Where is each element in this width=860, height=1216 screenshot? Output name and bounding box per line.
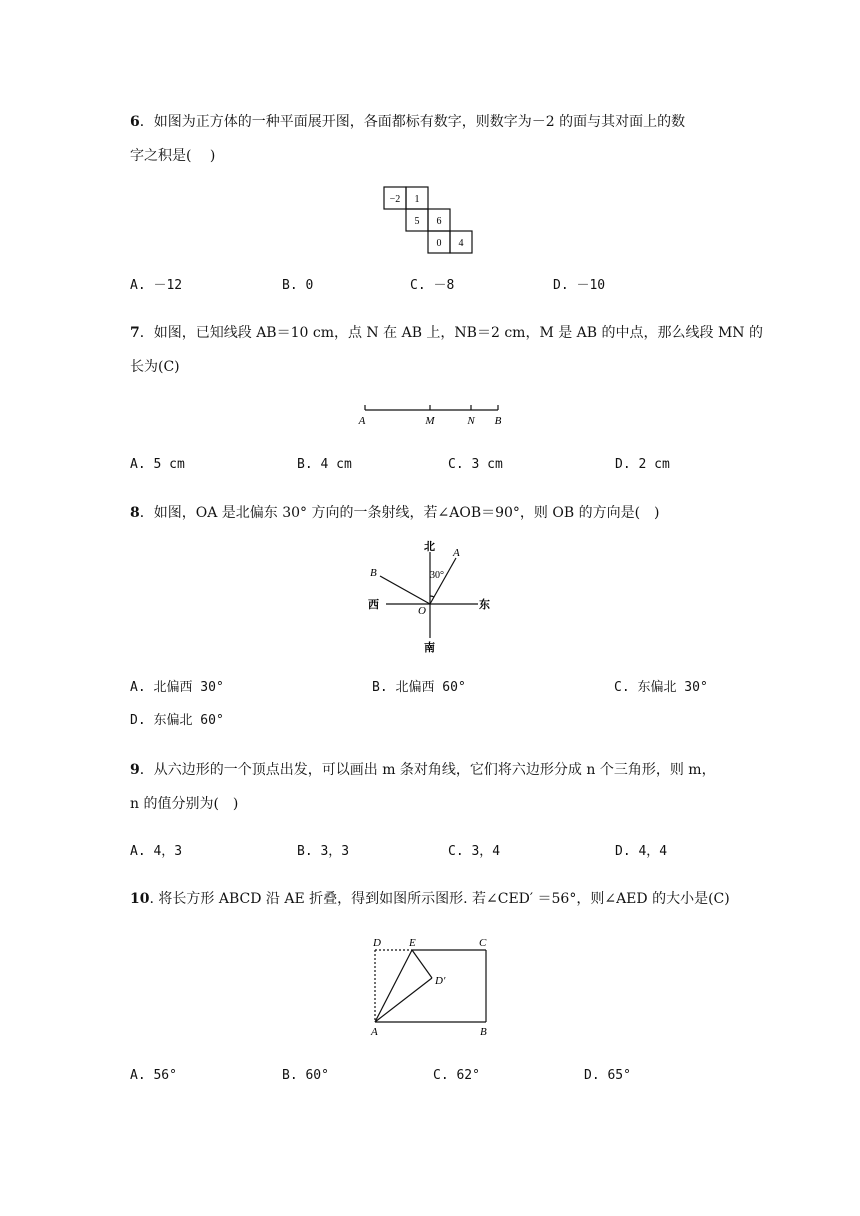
- point-b-label: B: [494, 415, 502, 427]
- q9-option-c[interactable]: C. 3，4: [448, 844, 501, 859]
- north-label: 北: [424, 540, 435, 553]
- q6-stem-line2: 字之积是( ): [130, 148, 216, 164]
- net-cell-6: 4: [458, 238, 464, 249]
- q9-stem-line2: n 的值分别为( ): [130, 796, 239, 812]
- q10-option-c[interactable]: C. 62°: [433, 1068, 480, 1083]
- vertex-c-label: C: [479, 937, 487, 949]
- q9-number: 9: [130, 762, 140, 778]
- q8-option-a[interactable]: A. 北偏西 30°: [130, 680, 224, 695]
- q10-fold-figure: [365, 932, 500, 1040]
- q7-option-d[interactable]: D. 2 cm: [615, 457, 670, 472]
- q10-option-a[interactable]: A. 56°: [130, 1068, 177, 1083]
- q9-text-1: ．从六边形的一个顶点出发，可以画出 m 条对角线，它们将六边形分成 n 个三角形，则 m，: [139, 762, 716, 778]
- q8-direction-figure: [360, 538, 500, 658]
- q7-number: 7: [130, 325, 140, 341]
- q7-segment-figure: [355, 400, 505, 430]
- q10-stem-line1: [130, 889, 730, 909]
- q9-stem-line1: [130, 760, 716, 780]
- ray-a-label: A: [453, 547, 460, 559]
- net-cell-5: 0: [436, 238, 442, 249]
- west-label: 西: [368, 598, 379, 611]
- q9-option-d[interactable]: D. 4，4: [615, 844, 668, 859]
- net-cell-2: 1: [414, 194, 420, 205]
- q7-text-1: ．如图，已知线段 AB＝10 cm，点 N 在 AB 上，NB＝2 cm，M 是 AB 的中点，那么线段 MN 的: [139, 325, 764, 341]
- vertex-a-label: A: [371, 1026, 378, 1038]
- point-n-label: N: [467, 415, 475, 427]
- q8-option-d[interactable]: D. 东偏北 60°: [130, 713, 224, 728]
- ray-b-label: B: [370, 567, 377, 579]
- q7-option-c[interactable]: C. 3 cm: [448, 457, 503, 472]
- q10-number: 10: [130, 891, 150, 907]
- q6-option-b[interactable]: B. 0: [282, 278, 314, 293]
- east-label: 东: [479, 598, 490, 611]
- net-cell-3: 5: [414, 216, 420, 227]
- q7-stem-line2: 长为(C): [130, 359, 180, 375]
- vertex-b-label: B: [480, 1026, 487, 1038]
- q6-stem-line1: [130, 112, 685, 132]
- q10-option-d[interactable]: D. 65°: [584, 1068, 631, 1083]
- vertex-e-label: E: [409, 937, 416, 949]
- point-a-label: A: [358, 415, 366, 427]
- angle-30-label: 30°: [430, 570, 444, 581]
- q9-option-b[interactable]: B. 3，3: [297, 844, 350, 859]
- q10-option-b[interactable]: B. 60°: [282, 1068, 329, 1083]
- q8-text-1: ．如图，OA 是北偏东 30° 方向的一条射线，若∠AOB＝90°，则 OB 的方向是( ): [139, 505, 660, 521]
- q10-text-1: . 将长方形 ABCD 沿 AE 折叠，得到如图所示图形. 若∠CED′ ＝56°，则∠AED 的大小是(C): [149, 891, 730, 907]
- q6-cube-net: [383, 186, 475, 254]
- q6-text-1: ．如图为正方体的一种平面展开图，各面都标有数字，则数字为－2 的面与其对面上的数: [139, 114, 686, 130]
- origin-o-label: O: [418, 605, 426, 617]
- vertex-dprime-label: D′: [435, 975, 446, 987]
- net-cell-4: 6: [436, 216, 442, 227]
- q7-stem-line1: [130, 323, 763, 343]
- south-label: 南: [424, 641, 435, 654]
- q7-option-b[interactable]: B. 4 cm: [297, 457, 352, 472]
- q8-option-c[interactable]: C. 东偏北 30°: [614, 680, 708, 695]
- q6-number: 6: [130, 114, 140, 130]
- point-m-label: M: [425, 415, 435, 427]
- q9-option-a[interactable]: A. 4，3: [130, 844, 183, 859]
- q8-option-b[interactable]: B. 北偏西 60°: [372, 680, 466, 695]
- net-cell-1: −2: [389, 194, 401, 205]
- q8-stem-line1: [130, 503, 660, 523]
- q6-option-d[interactable]: D. －10: [553, 278, 606, 293]
- q6-option-a[interactable]: A. －12: [130, 278, 183, 293]
- vertex-d-label: D: [373, 937, 381, 949]
- q7-option-a[interactable]: A. 5 cm: [130, 457, 185, 472]
- q8-number: 8: [130, 505, 140, 521]
- q6-option-c[interactable]: C. －8: [410, 278, 455, 293]
